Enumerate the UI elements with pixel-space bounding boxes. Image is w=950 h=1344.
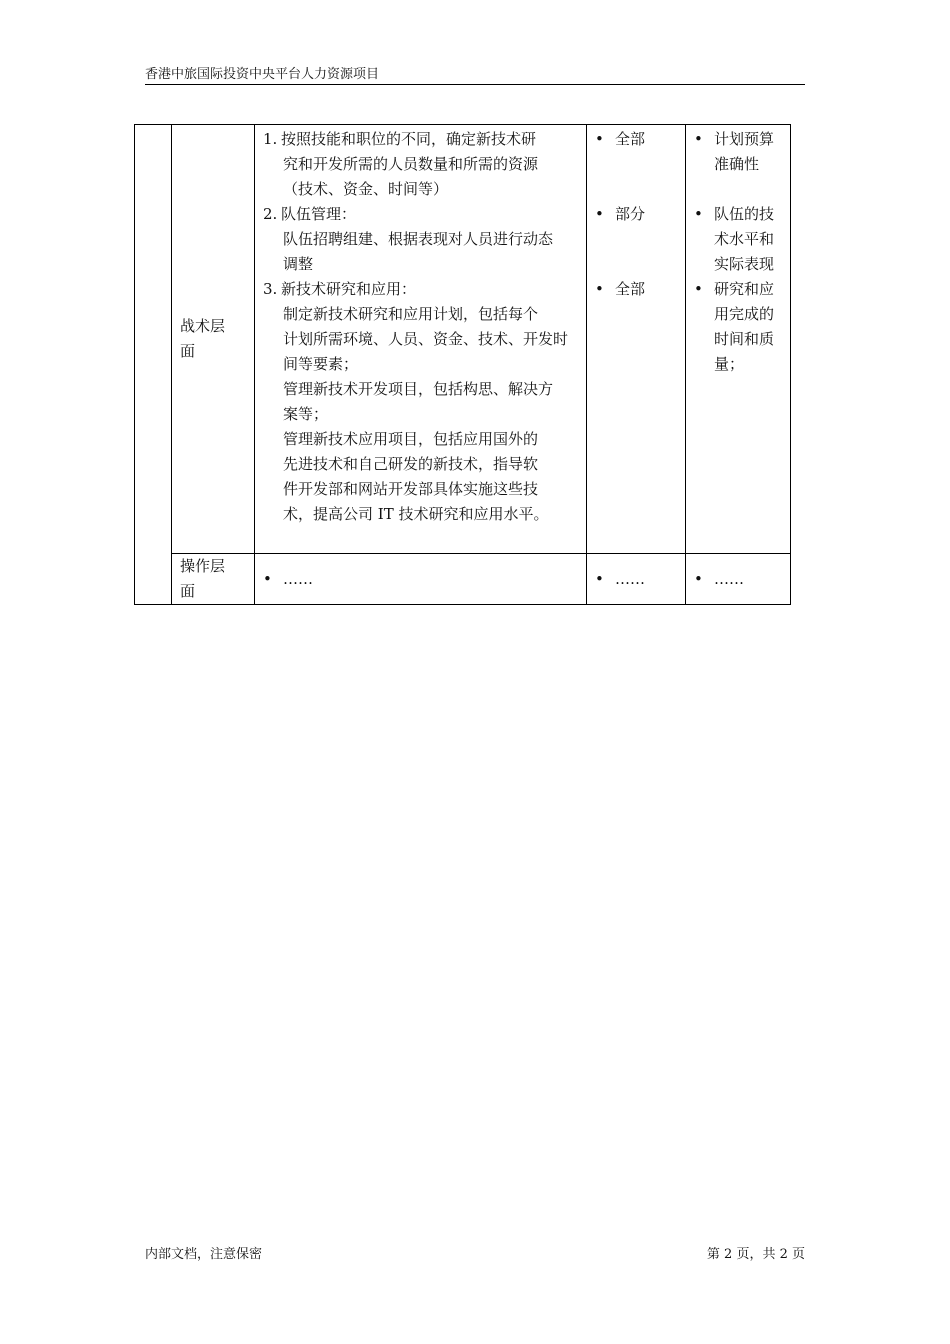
level-label-line1: 操作层 — [180, 557, 226, 575]
list-item — [263, 202, 580, 277]
scope-item — [587, 127, 685, 152]
metric-line: 研究和应 — [714, 280, 775, 298]
metric-text: …… — [714, 569, 744, 588]
metric-line: 时间和质 — [714, 330, 775, 348]
metric-line: 术水平和 — [714, 230, 775, 248]
metric-cell-tactical — [686, 125, 791, 554]
metric-item — [686, 127, 786, 177]
list-item — [263, 277, 580, 527]
item-line: 新技术研究和应用： — [281, 280, 417, 298]
item-line: 队伍管理： — [281, 205, 357, 223]
scope-text: 全部 — [615, 280, 646, 298]
item-line: 先进技术和自己研发的新技术，指导软 — [283, 455, 539, 473]
content-item — [255, 567, 586, 592]
level-cell-tactical — [172, 125, 255, 554]
metric-line: 量； — [714, 355, 745, 373]
bullet-icon: • — [595, 205, 604, 223]
scope-text: 部分 — [615, 205, 646, 223]
metric-cell-operational — [686, 554, 791, 605]
bullet-icon: • — [263, 569, 272, 588]
item-line: 件开发部和网站开发部具体实施这些技 — [283, 480, 539, 498]
scope-cell-operational — [587, 554, 686, 605]
level-label-line2: 面 — [180, 582, 196, 600]
metric-line: 实际表现 — [714, 255, 775, 273]
responsibility-table — [134, 124, 791, 605]
content-cell-operational — [255, 554, 587, 605]
item-number: 2. — [263, 205, 278, 223]
level-label-line1: 战术层 — [180, 317, 226, 335]
item-line: 队伍招聘组建、根据表现对人员进行动态 — [283, 230, 554, 248]
bullet-icon: • — [694, 280, 703, 298]
bullet-icon: • — [694, 130, 703, 148]
bullet-icon: • — [595, 130, 604, 148]
item-line: 案等； — [283, 405, 329, 423]
item-line: 管理新技术开发项目，包括构思、解决方 — [283, 380, 554, 398]
bullet-icon: • — [694, 569, 703, 588]
scope-item — [587, 277, 685, 302]
content-cell-tactical — [255, 125, 587, 554]
list-item — [263, 127, 580, 202]
item-line: 计划所需环境、人员、资金、技术、开发时 — [283, 330, 569, 348]
item-line: 调整 — [283, 255, 314, 273]
table-row-operational — [135, 554, 791, 605]
page-header: 香港中旅国际投资中央平台人力资源项目 — [145, 66, 805, 85]
item-line: 制定新技术研究和应用计划，包括每个 — [283, 305, 539, 323]
bullet-icon: • — [595, 569, 604, 588]
level-cell-operational — [172, 554, 255, 605]
scope-item — [587, 567, 685, 592]
level-label-line2: 面 — [180, 342, 196, 360]
scope-text: 全部 — [615, 130, 646, 148]
scope-text: …… — [615, 569, 645, 588]
table-row-tactical — [135, 125, 791, 554]
metric-item — [686, 567, 790, 592]
item-line: （技术、资金、时间等） — [283, 180, 449, 198]
bullet-icon: • — [595, 280, 604, 298]
item-number: 1. — [263, 130, 278, 148]
metric-item — [686, 277, 786, 377]
blank-cell — [135, 125, 172, 605]
scope-cell-tactical — [587, 125, 686, 554]
item-line: 管理新技术应用项目，包括应用国外的 — [283, 430, 539, 448]
item-line: 间等要素； — [283, 355, 359, 373]
metric-item — [686, 202, 786, 277]
bullet-icon: • — [694, 205, 703, 223]
metric-line: 队伍的技 — [714, 205, 775, 223]
footer-confidential: 内部文档，注意保密 — [145, 1247, 263, 1262]
item-line: 究和开发所需的人员数量和所需的资源 — [283, 155, 539, 173]
item-line: 术，提高公司 IT 技术研究和应用水平。 — [283, 505, 549, 523]
scope-item — [587, 202, 685, 227]
item-line: 按照技能和职位的不同，确定新技术研 — [281, 130, 537, 148]
metric-line: 准确性 — [714, 155, 760, 173]
item-number: 3. — [263, 280, 278, 298]
content-text: …… — [283, 569, 313, 588]
metric-line: 计划预算 — [714, 130, 775, 148]
metric-line: 用完成的 — [714, 305, 775, 323]
footer-page-number: 第 2 页，共 2 页 — [706, 1247, 805, 1262]
